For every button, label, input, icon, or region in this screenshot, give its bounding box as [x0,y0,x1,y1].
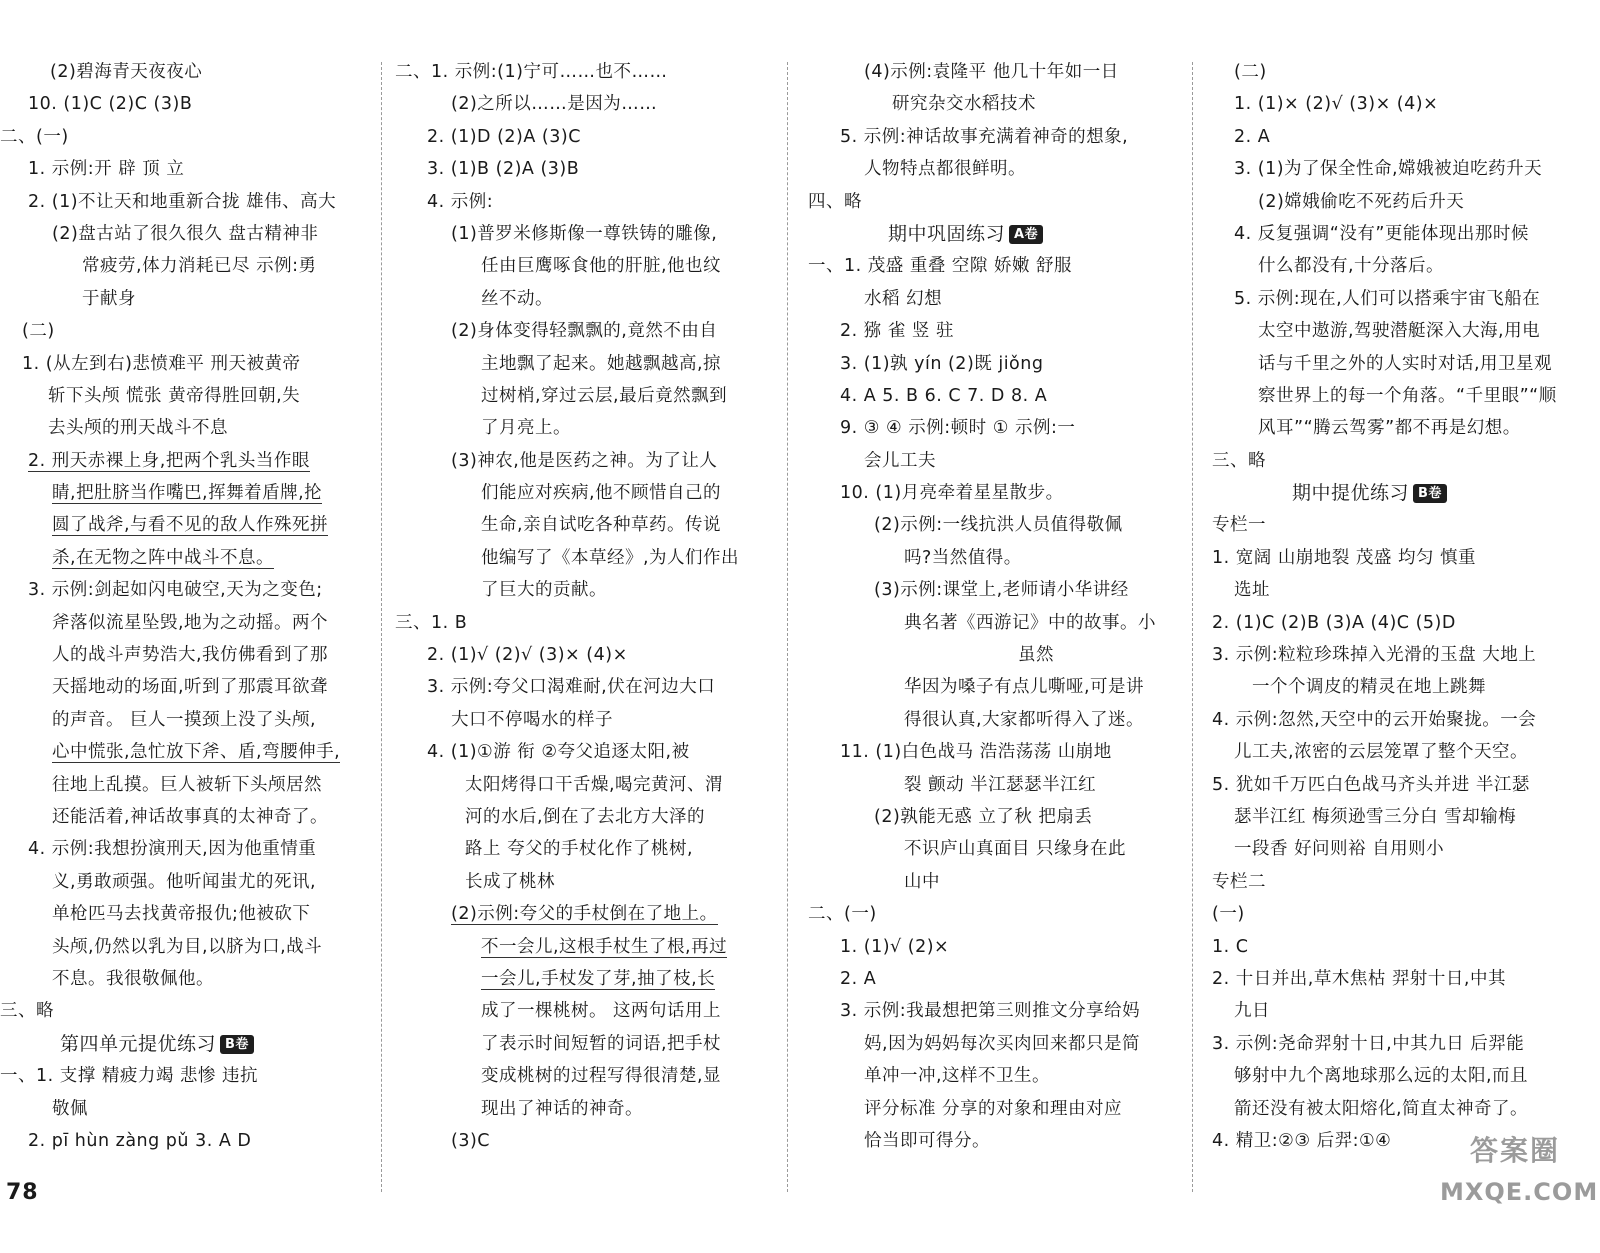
answer-line [0,445,370,477]
answer-text: 瑟半江红 梅须逊雪三分白 雪却输梅 [1234,806,1517,827]
answer-line [1212,348,1600,380]
answer-line [395,153,773,185]
answer-line [0,995,370,1027]
answer-line [0,283,370,315]
answer-line [808,445,1180,477]
answer-text: (一) [1212,904,1245,925]
answer-line [808,56,1180,88]
answer-line [0,1060,370,1092]
answer-line [395,445,773,477]
answer-text: 三、1. B [395,612,468,633]
answer-line [0,121,370,153]
answer-line [395,250,773,282]
answer-text: 睛,把肚脐当作嘴巴,挥舞着盾牌,抡 [52,483,323,504]
answer-line [808,671,1180,703]
answer-text: 单冲一冲,这样不卫生。 [864,1066,1051,1087]
answer-text: 头颅,仍然以乳为目,以脐为口,战斗 [52,936,323,957]
answer-line [808,769,1180,801]
answer-line [395,833,773,865]
answer-line [808,833,1180,865]
answer-text: 圆了战斧,与看不见的敌人作殊死拼 [52,515,329,536]
answer-text: 第四单元提优练习 [60,1032,217,1055]
answer-text: 10. (1)月亮牵着星星散步。 [840,483,1064,504]
answer-text: 2. pī hùn zàng pǔ 3. A D [28,1130,252,1151]
answer-text: 二、1. 示例:(1)宁可……也不…… [395,62,668,82]
answer-text: (4)示例:袁隆平 他几十年如一日 [864,62,1119,82]
answer-text: 3. 示例:夸父口渴难耐,伏在河边大口 [427,677,716,698]
answer-text: 4. (1)①游 衔 ②夸父追逐太阳,被 [427,742,690,763]
answer-line [1212,315,1600,347]
answer-line [395,283,773,315]
answer-line [808,348,1180,380]
answer-text: 专栏二 [1212,871,1266,892]
answer-text: 一会儿,手杖发了芽,抽了枝,长 [481,968,716,989]
answer-text: 4. 反复强调“没有”更能体现出那时候 [1234,223,1529,244]
answer-line [1212,121,1600,153]
answer-text: 一、1. 支撑 精疲力竭 悲惨 违抗 [0,1066,258,1087]
answer-text: 10. (1)C (2)C (3)B [28,94,193,115]
answer-line [808,639,1180,671]
answer-line [395,736,773,768]
answer-text: 专栏一 [1212,515,1266,536]
answer-text: 3. (1)B (2)A (3)B [427,159,580,180]
answer-line [1212,866,1600,898]
answer-line [808,542,1180,574]
answer-line [1212,153,1600,185]
answer-text: 会儿工夫 [864,450,936,471]
answer-line [0,866,370,898]
answer-text: 三、略 [0,1001,54,1022]
answer-text: 路上 夸父的手杖化作了桃树, [465,839,694,860]
answer-text: 往地上乱摸。巨人被斩下头颅居然 [52,774,322,795]
answer-text: 一、1. 茂盛 重叠 空隙 娇嫩 舒服 [808,256,1073,277]
answer-line [808,995,1180,1027]
answer-text: 一段香 好问则裕 自用则小 [1234,839,1445,860]
answer-text: 评分标准 分享的对象和理由对应 [864,1098,1123,1119]
answer-line [395,931,773,963]
answer-line [808,1060,1180,1092]
answer-text: (2)嫦娥偷吃不死药后升天 [1258,191,1465,212]
answer-text: 过树梢,穿过云层,最后竟然飘到 [481,385,728,406]
answer-line [1212,380,1600,412]
exam-level-badge: A卷 [1009,225,1043,244]
answer-text: 11. (1)白色战马 浩浩荡荡 山崩地 [840,742,1112,763]
answer-line [808,88,1180,120]
answer-text: 不识庐山真面目 只缘身在此 [904,839,1127,860]
answer-line [808,153,1180,185]
answer-text: 够射中九个离地球那么远的太阳,而且 [1234,1066,1529,1087]
answer-line [0,56,370,88]
answer-line [1212,833,1600,865]
page-number: 78 [6,1180,39,1205]
answer-text: 察世界上的每一个角落。“千里眼”“顺 [1258,385,1557,406]
answer-line [0,542,370,574]
answer-text: 单枪匹马去找黄帝报仇;他被砍下 [52,904,311,925]
answer-line [0,1125,370,1157]
section-title [1212,477,1600,509]
answer-line [395,380,773,412]
answer-line [0,671,370,703]
section-title [0,1028,370,1060]
answer-line [808,186,1180,218]
answer-text: 得很认真,大家都听得入了迷。 [904,709,1145,730]
answer-text: (2)示例:夸父的手杖倒在了地上。 [451,904,718,925]
answer-line [395,963,773,995]
answer-line [808,250,1180,282]
answer-text: 华因为嗓子有点儿嘶哑,可是讲 [904,677,1145,698]
answer-line [808,1028,1180,1060]
answer-text: 4. 示例:我想扮演刑天,因为他重情重 [28,839,317,860]
answer-line [0,380,370,412]
answer-line [395,315,773,347]
answer-text: (2)碧海青天夜夜心 [50,62,203,82]
column-divider [381,62,382,1192]
answer-text: 去头颅的刑天战斗不息 [48,418,228,439]
answer-text: 任由巨鹰啄食他的肝脏,他也纹 [481,256,722,277]
answer-text: 太阳烤得口干舌燥,喝完黄河、渭 [465,774,724,795]
answer-text: 河的水后,倒在了去北方大泽的 [465,806,706,827]
answer-line [0,88,370,120]
answer-text: 吗?当然值得。 [904,547,1022,568]
answer-line [1212,88,1600,120]
answer-text: 裂 颤动 半江瑟瑟半江红 [904,774,1097,795]
answer-text: 了表示时间短暂的词语,把手杖 [481,1033,722,1054]
answer-text: 3. (1)孰 yín (2)既 jiǒng [840,353,1044,374]
answer-text: 了巨大的贡献。 [481,580,607,601]
answer-line [0,931,370,963]
answer-text: (2)之所以……是因为…… [451,94,658,115]
answer-text: 了月亮上。 [481,418,571,439]
answer-line [1212,218,1600,250]
answer-text: 2. (1)C (2)B (3)A (4)C (5)D [1212,612,1456,633]
answer-text: 什么都没有,十分落后。 [1258,256,1445,277]
answer-text: 2. 十日并出,草木焦枯 羿射十日,中其 [1212,968,1506,989]
exam-level-badge: B卷 [220,1035,254,1054]
answer-line [1212,931,1600,963]
answer-text: 人的战斗声势浩大,我仿佛看到了那 [52,645,329,666]
answer-line [0,348,370,380]
answer-text: 的声音。 巨人一摸颈上没了头颅, [52,709,317,730]
site-watermark [1440,1128,1599,1224]
answer-line [1212,1093,1600,1125]
answer-text: (3)示例:课堂上,老师请小华讲经 [874,580,1129,601]
answer-line [808,736,1180,768]
answer-text: 们能应对疾病,他不顾惜自己的 [481,483,722,504]
answer-line [808,477,1180,509]
watermark-url: MXQE.COM [1440,1178,1599,1206]
column-2 [395,56,773,1186]
answer-text: 人物特点都很鲜明。 [864,159,1026,180]
column-4 [1212,56,1600,1186]
answer-line [0,1093,370,1125]
answer-text: 长成了桃林 [465,871,555,892]
answer-text: 典名著《西游记》中的故事。小 [904,612,1156,633]
answer-line [1212,250,1600,282]
answer-line [395,574,773,606]
answer-line [395,186,773,218]
answer-text: 义,勇敢顽强。他听闻蚩尤的死讯, [52,871,317,892]
answer-line [0,218,370,250]
answer-line [395,995,773,1027]
answer-text: 研究杂交水稻技术 [892,94,1036,115]
answer-text: 3. 示例:尧命羿射十日,中其九日 后羿能 [1212,1033,1525,1054]
answer-line [0,801,370,833]
answer-line [0,963,370,995]
answer-text: 大口不停喝水的样子 [451,709,613,730]
answer-text: 一个个调皮的精灵在地上跳舞 [1252,677,1486,698]
answer-line [1212,412,1600,444]
answer-line [395,639,773,671]
answer-line [0,769,370,801]
answer-line [395,769,773,801]
answer-text: 4. A 5. B 6. C 7. D 8. A [840,385,1048,406]
answer-line [808,1125,1180,1157]
answer-line [395,88,773,120]
answer-text: 他编写了《本草经》,为人们作出 [481,547,740,568]
answer-line [0,736,370,768]
answer-line [808,898,1180,930]
answer-line [0,477,370,509]
answer-text: 二、(一) [808,904,877,925]
answer-line [395,1093,773,1125]
answer-line [808,380,1180,412]
answer-text: 1. (1)√ (2)× [840,936,950,957]
answer-text: 儿工夫,浓密的云层笼罩了整个天空。 [1234,742,1529,763]
answer-text: 1. 示例:开 辟 顶 立 [28,159,185,180]
answer-text: (2)示例:一线抗洪人员值得敬佩 [874,515,1123,536]
answer-text: 2. (1)D (2)A (3)C [427,126,581,147]
answer-line [1212,607,1600,639]
answer-text: 4. 精卫:②③ 后羿:①④ [1212,1130,1392,1151]
answer-text: (2)身体变得轻飘飘的,竟然不由自 [451,321,718,342]
answer-line [1212,704,1600,736]
answer-line [395,607,773,639]
answer-line [0,898,370,930]
answer-text: 还能活着,神话故事真的太神奇了。 [52,806,329,827]
answer-text: 期中提优练习 [1292,482,1410,505]
answer-line [0,574,370,606]
answer-text: 话与千里之外的人实时对话,用卫星观 [1258,353,1553,374]
answer-text: 5. 示例:现在,人们可以搭乘宇宙飞船在 [1234,288,1541,309]
answer-line [808,801,1180,833]
answer-line [1212,56,1600,88]
answer-text: 斩下头颅 慌张 黄帝得胜回朝,失 [48,385,301,406]
answer-text: 2. A [1234,126,1271,147]
answer-line [395,412,773,444]
answer-line [1212,963,1600,995]
answer-text: 9. ③ ④ 示例:顿时 ① 示例:一 [840,418,1076,439]
answer-line [0,186,370,218]
answer-text: 不一会儿,这根手杖生了根,再过 [481,936,728,957]
answer-text: 2. (1)√ (2)√ (3)× (4)× [427,645,628,666]
answer-line [0,833,370,865]
answer-text: 5. 示例:神话故事充满着神奇的想象, [840,126,1129,147]
answer-text: 丝不动。 [481,288,553,309]
answer-text: 杀,在无物之阵中战斗不息。 [52,547,275,568]
answer-text: (二) [22,321,55,342]
answer-text: 于献身 [82,288,136,309]
answer-line [0,704,370,736]
answer-text: 主地飘了起来。她越飘越高,掠 [481,353,722,374]
answer-line [395,898,773,930]
answer-text: 斧落似流星坠毁,地为之动摇。两个 [52,612,329,633]
answer-text: 现出了神话的神奇。 [481,1098,643,1119]
answer-line [1212,1060,1600,1092]
answer-line [0,412,370,444]
answer-line [1212,1028,1600,1060]
answer-text: 三、略 [1212,450,1266,471]
answer-text: 5. 犹如千万匹白色战马齐头并进 半江瑟 [1212,774,1530,795]
answer-text: 2. A [840,968,877,989]
answer-text: (1)普罗米修斯像一尊铁铸的雕像, [451,223,718,244]
answer-text: 山中 [904,871,940,892]
answer-text: 常疲劳,体力消耗已尽 示例:勇 [82,256,317,277]
answer-line [1212,445,1600,477]
answer-line [395,1125,773,1157]
answer-line [1212,995,1600,1027]
answer-line [808,963,1180,995]
answer-line [1212,769,1600,801]
answer-text: 二、(一) [0,126,69,147]
exam-level-badge: B卷 [1413,484,1447,503]
answer-text: 虽然 [1018,645,1054,666]
answer-line [1212,574,1600,606]
column-divider [787,62,788,1192]
watermark-logo: 答案圈 [1469,1134,1560,1167]
answer-line [0,607,370,639]
answer-line [395,704,773,736]
section-title [808,218,1180,250]
answer-line [808,283,1180,315]
answer-text: 太空中遨游,驾驶潜艇深入大海,用电 [1258,321,1541,342]
answer-text: 4. 示例: [427,191,494,212]
answer-text: 2. (1)不让天和地重新合拢 雄伟、高大 [28,191,337,212]
answer-line [0,250,370,282]
answer-line [395,542,773,574]
answer-text: 九日 [1234,1001,1270,1022]
answer-text: 1. C [1212,936,1249,957]
answer-line [0,153,370,185]
answer-text: 天摇地动的场面,听到了那震耳欲聋 [52,677,329,698]
column-divider [1192,62,1193,1192]
answer-line [1212,801,1600,833]
answer-text: 4. 示例:忽然,天空中的云开始聚拢。一会 [1212,709,1537,730]
answer-line [395,56,773,88]
answer-text: 选址 [1234,580,1270,601]
answer-line [395,671,773,703]
answer-line [395,121,773,153]
answer-text: 妈,因为妈妈每次买肉回来都只是简 [864,1033,1141,1054]
answer-text: 箭还没有被太阳熔化,简直太神奇了。 [1234,1098,1529,1119]
answer-text: 2. 猕 雀 竖 驻 [840,321,954,342]
answer-line [1212,898,1600,930]
answer-text: 1. (从左到右)悲愤难平 刑天被黄帝 [22,353,301,374]
answer-line [808,574,1180,606]
answer-line [395,801,773,833]
answer-text: (3)神农,他是医药之神。为了让人 [451,450,718,471]
answer-line [395,866,773,898]
answer-text: (2)孰能无惑 立了秋 把扇丢 [874,806,1093,827]
answer-text: 期中巩固练习 [888,222,1006,245]
answer-line [1212,671,1600,703]
answer-text: 1. (1)× (2)√ (3)× (4)× [1234,94,1439,115]
answer-line [395,348,773,380]
answer-text: 不息。我很敬佩他。 [52,968,214,989]
answer-line [395,218,773,250]
answer-text: 敬佩 [52,1098,88,1119]
answer-text: (二) [1234,62,1267,82]
answer-line [0,639,370,671]
answer-line [1212,542,1600,574]
answer-text: 3. (1)为了保全性命,嫦娥被迫吃药升天 [1234,159,1543,180]
answer-line [808,315,1180,347]
column-3 [808,56,1180,1186]
answer-line [808,931,1180,963]
answer-text: (3)C [451,1130,491,1151]
answer-text: 变成桃树的过程写得很清楚,显 [481,1066,722,1087]
answer-line [808,866,1180,898]
answer-text: 水稻 幻想 [864,288,943,309]
answer-line [395,509,773,541]
answer-line [1212,736,1600,768]
answer-text: 1. 宽阔 山崩地裂 茂盛 均匀 慎重 [1212,547,1477,568]
answer-line [808,121,1180,153]
answer-text: (2)盘古站了很久很久 盘古精神非 [52,223,319,244]
answer-text: 恰当即可得分。 [864,1130,990,1151]
answer-line [808,509,1180,541]
answer-text: 心中慌张,急忙放下斧、盾,弯腰伸手, [52,742,341,763]
answer-line [0,509,370,541]
answer-text: 2. 刑天赤裸上身,把两个乳头当作眼 [28,450,310,471]
answer-line [395,1060,773,1092]
answer-line [395,477,773,509]
answer-line [1212,186,1600,218]
answer-text: 风耳”“腾云驾雾”都不再是幻想。 [1258,418,1521,439]
answer-text: 成了一棵桃树。 这两句话用上 [481,1001,722,1022]
answer-line [395,1028,773,1060]
column-1 [0,56,370,1186]
answer-text: 生命,亲自试吃各种草药。传说 [481,515,722,536]
answer-line [808,412,1180,444]
answer-text: 3. 示例:粒粒珍珠掉入光滑的玉盘 大地上 [1212,645,1537,666]
answer-line [1212,509,1600,541]
answer-line [1212,283,1600,315]
answer-line [808,1093,1180,1125]
answer-line [1212,639,1600,671]
answer-line [0,315,370,347]
answer-line [808,704,1180,736]
answer-line [808,607,1180,639]
answer-text: 3. 示例:我最想把第三则推文分享给妈 [840,1001,1141,1022]
answer-text: 3. 示例:剑起如闪电破空,天为之变色; [28,580,323,601]
answer-text: 四、略 [808,191,862,212]
